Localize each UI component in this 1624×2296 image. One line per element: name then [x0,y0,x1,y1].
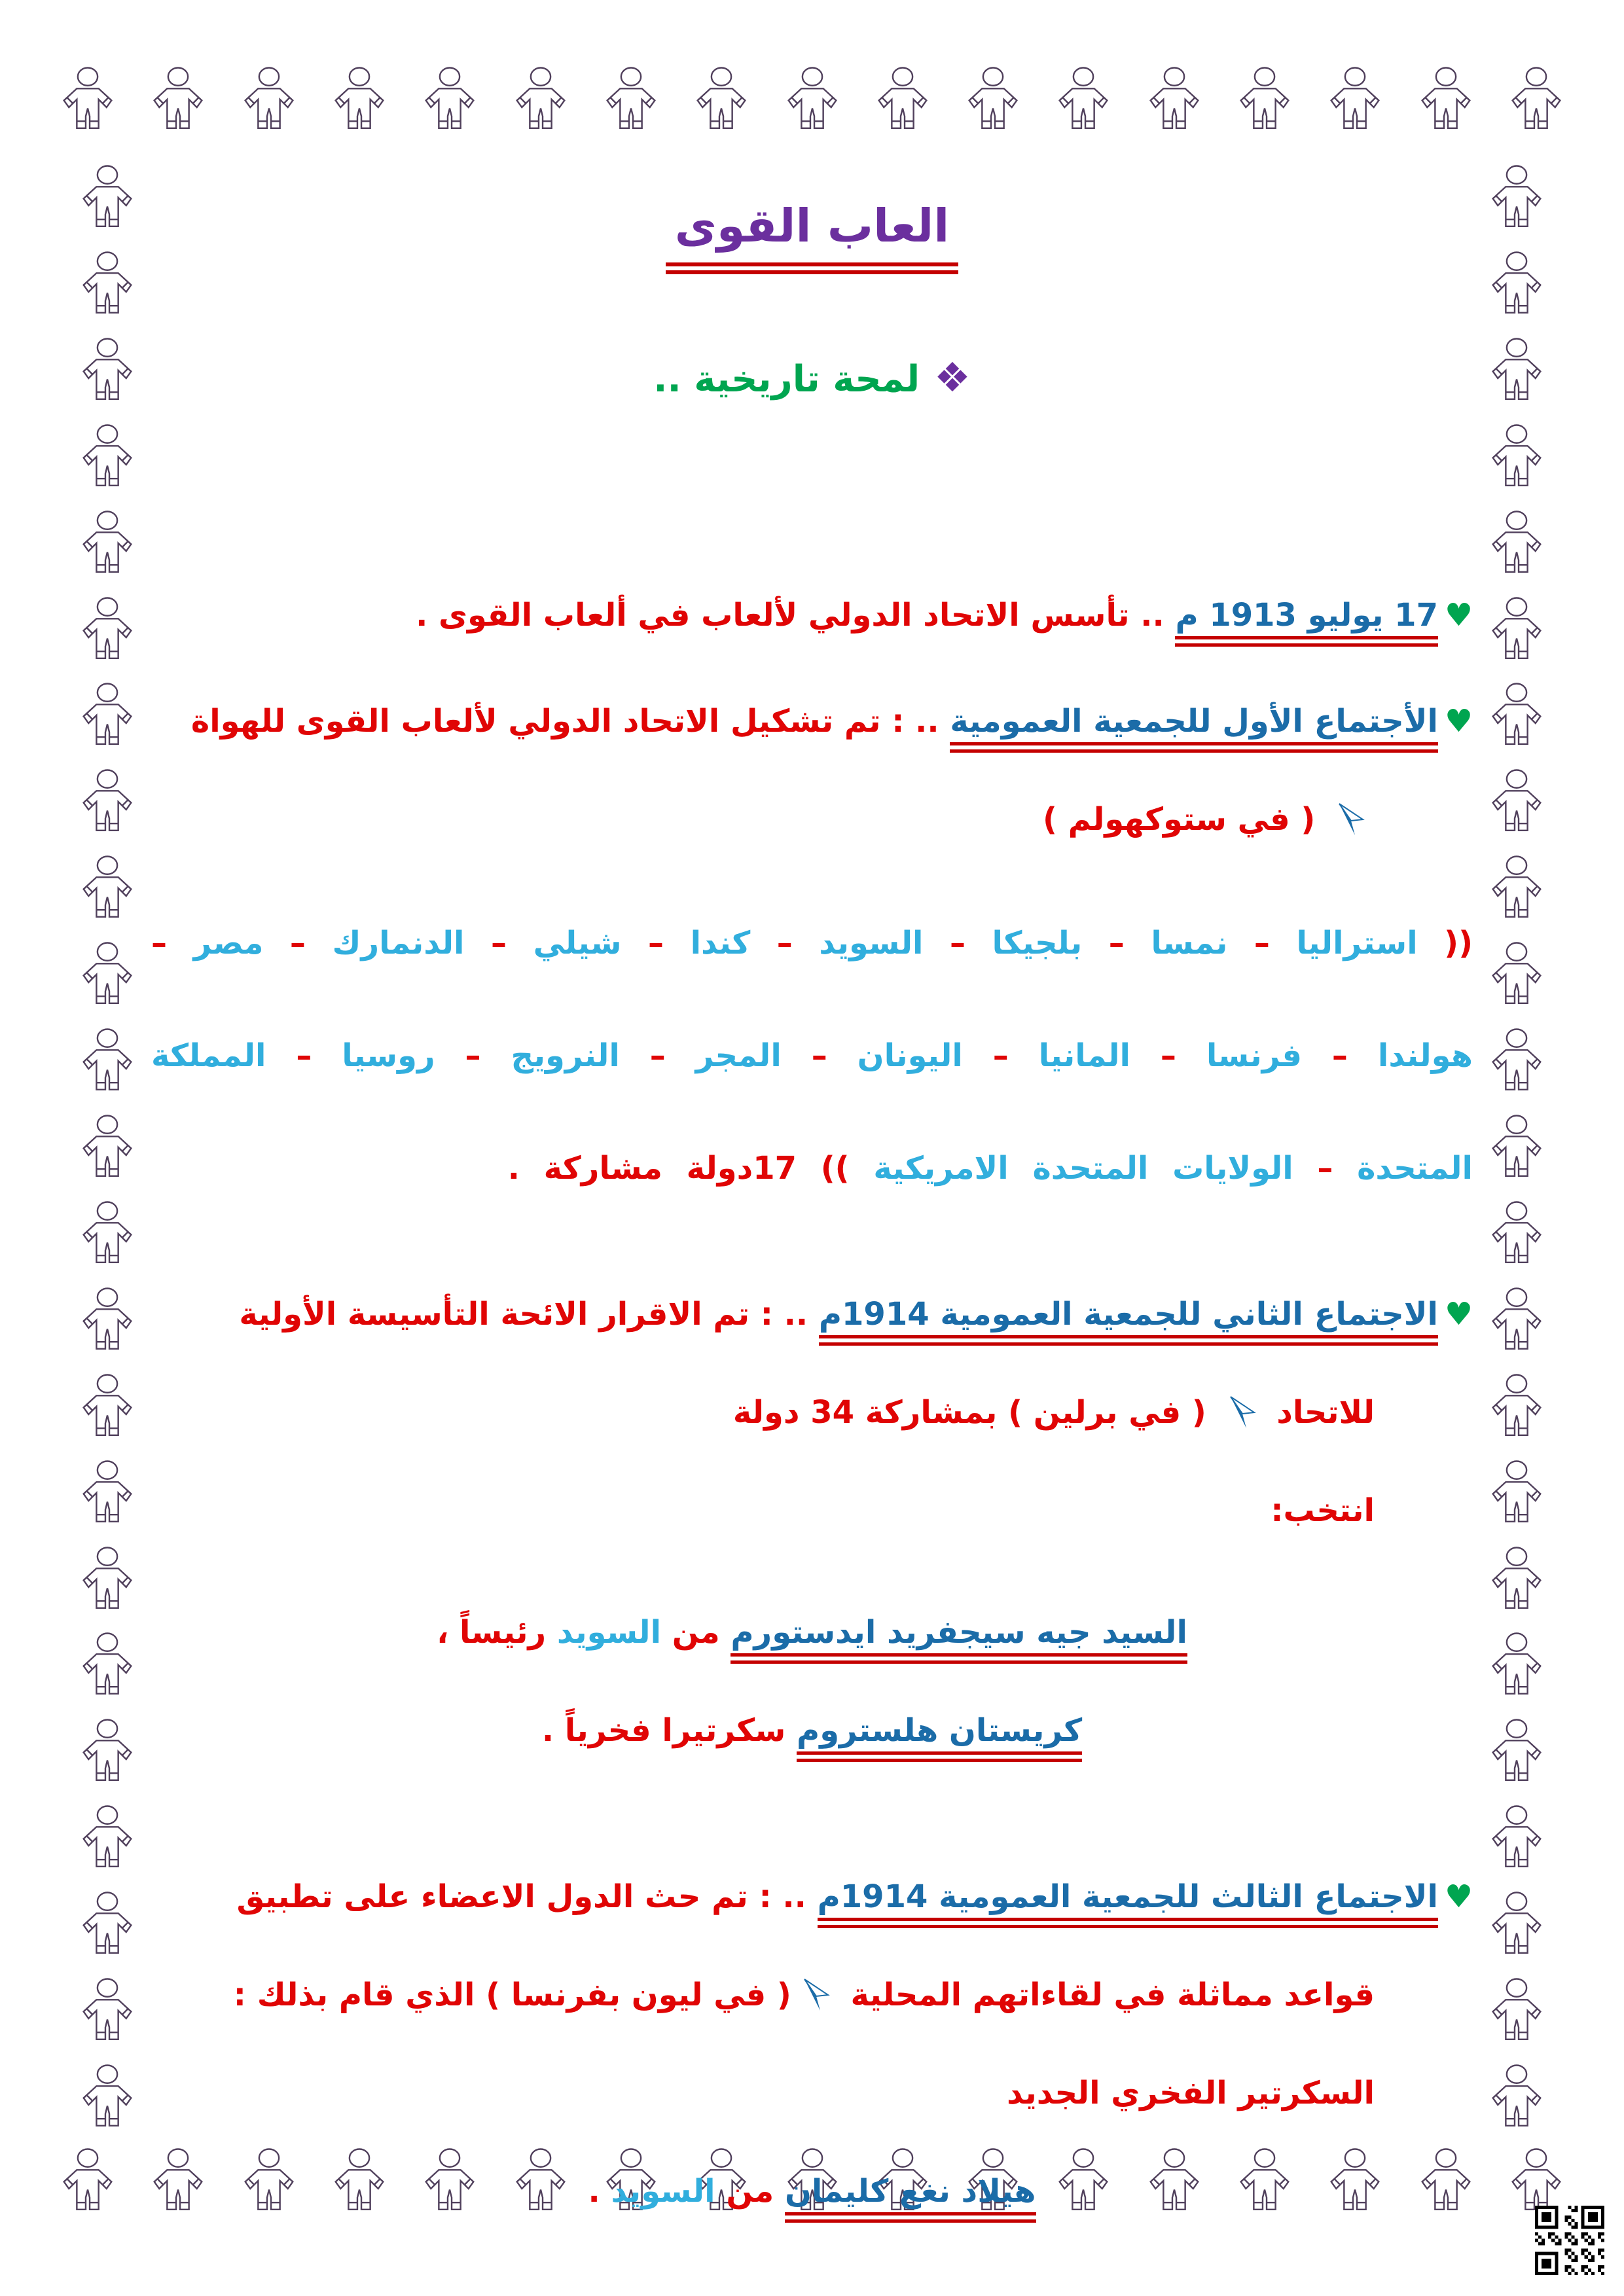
person-icon [1487,165,1547,242]
person-icon [511,67,571,144]
third-meeting-heading: الاجتماع الثالث للجمعية العمومية 1914م [818,1878,1438,1928]
country-separator: – [151,925,194,961]
bullet-first-meeting [151,672,1473,869]
pointer-arrow-icon [1335,802,1365,838]
country-separator: – [1302,1037,1378,1074]
third-meeting-location: ( في ليون بفرنسا ) الذي قام بذلك : السكرتير الفخري الجديد [233,1977,1375,2111]
person-icon [1487,1115,1547,1192]
first-meeting-location: ( في ستوكهولم ) [1043,801,1326,838]
country-name: شيلي [533,925,622,961]
person-icon [1487,251,1547,329]
person-icon [601,67,661,144]
country-name: اليونان [857,1037,963,1074]
founding-text: .. تأسس الاتحاد الدولي لألعاب في ألعاب القوى . [416,597,1176,634]
person-icon [782,67,842,144]
document-content [151,193,1473,2240]
person-icon [963,67,1023,144]
country-separator: – [781,1037,857,1074]
person-icon [1487,597,1547,674]
first-meeting-heading: الأجتماع الأول للجمعية العمومية [950,703,1438,753]
person-icon [691,67,751,144]
countries-list [151,887,1473,1225]
person-icon [1487,511,1547,588]
person-icon [1487,1805,1547,1882]
person-icon [1487,1374,1547,1451]
page-title: العاب القوى [666,193,959,274]
person-icon [1144,67,1204,144]
countries-open: (( [1417,925,1473,961]
person-icon [873,67,933,144]
first-meeting-text: .. : تم تشكيل الاتحاد الدولي لألعاب القوى للهواة [190,703,950,740]
person-icon [1325,67,1385,144]
founding-date: 17 يوليو 1913 م [1175,597,1438,647]
person-icon [77,1632,137,1710]
person-icon [1416,67,1476,144]
person-icon [1487,1632,1547,1710]
person-icon [1506,67,1566,144]
person-icon [77,251,137,329]
country-separator: – [750,925,820,961]
person-icon [77,1460,137,1537]
person-icon [77,855,137,933]
elected-label: انتخب: [1271,1492,1375,1529]
new-secretary-end: . [588,2173,611,2210]
section-subtitle [151,351,1473,406]
secretary-name: كريستان هلستروم [797,1712,1082,1762]
country-separator: – [464,925,533,961]
person-icon [1487,683,1547,760]
person-icon [77,1892,137,1969]
third-meeting-text: .. : تم حث الدول الاعضاء على تطبيق قواعد مماثلة في لقاءاتهم المحلية [236,1878,1375,2013]
person-icon [77,338,137,415]
person-icon [239,67,299,144]
person-icon [1487,1547,1547,1624]
person-icon [148,67,208,144]
country-name: المجر [695,1037,782,1074]
country-name: مصر [193,925,264,961]
person-icon [77,1115,137,1192]
person-icon [1487,942,1547,1019]
heart-bullet-icon: ♥ [1444,703,1473,740]
country-name: السويد [819,925,924,961]
person-icon [77,1547,137,1624]
bullet-second-meeting [151,1265,1473,1560]
country-name: الولايات المتحدة الامريكية [873,1150,1293,1187]
person-icon [77,165,137,242]
new-secretary-name: هيلاد نغع كليمان [785,2173,1036,2223]
country-separator: – [1082,925,1151,961]
country-separator: – [435,1037,511,1074]
country-name: فرنسا [1206,1037,1303,1074]
person-icon [77,597,137,674]
new-secretary-from: من [715,2173,785,2210]
person-icon [329,67,389,144]
person-icon [77,1028,137,1105]
person-icon [1487,1201,1547,1278]
person-icon [77,1805,137,1882]
person-icon [1487,424,1547,501]
person-icon [77,683,137,760]
country-separator: – [1130,1037,1206,1074]
country-separator: – [962,1037,1039,1074]
elected-president-line [151,1583,1473,1681]
person-icon [58,67,118,144]
country-separator: – [621,925,691,961]
people-border-left [77,165,137,2142]
country-name: نمسا [1151,925,1228,961]
person-icon [1487,1719,1547,1796]
president-role: رئيساً ، [437,1614,557,1651]
person-icon [1487,1978,1547,2055]
people-border-top [58,67,1566,144]
country-name: بلجيكا [992,925,1083,961]
country-name: هولندا [1377,1037,1473,1074]
country-separator: – [923,925,992,961]
person-icon [1487,2064,1547,2142]
country-name: المملكة المتحدة [151,1037,1473,1187]
secretary-role: سكرتيرا فخرياً . [541,1712,797,1749]
person-icon [77,769,137,846]
diamond-bullet-icon: ❖ [934,353,971,401]
person-icon [420,67,480,144]
country-name: النرويج [511,1037,620,1074]
president-name: السيد جيه سيجفريد ايدستورم [731,1614,1187,1664]
second-meeting-location: ( في برلين ) بمشاركة 34 دولة [732,1394,1218,1431]
person-icon [77,1201,137,1278]
people-border-right [1487,165,1547,2142]
qr-code [1535,2206,1604,2275]
country-separator: – [266,1037,342,1074]
person-icon [77,942,137,1019]
person-icon [77,511,137,588]
heart-bullet-icon: ♥ [1444,1878,1473,1915]
country-separator: – [1293,1150,1358,1187]
person-icon [77,424,137,501]
person-icon [1487,1892,1547,1969]
person-icon [1487,1287,1547,1365]
countries-close: )) [797,1150,874,1187]
person-icon [1487,1460,1547,1537]
president-country: السويد [556,1614,662,1651]
elected-secretary-line [151,1681,1473,1780]
person-icon [58,2148,118,2225]
bullet-third-meeting [151,1848,1473,2142]
person-icon [1487,855,1547,933]
person-icon [1487,769,1547,846]
second-meeting-heading: الاجتماع الثاني للجمعية العمومية 1914م [819,1296,1438,1346]
person-icon [77,1374,137,1451]
person-icon [1487,1028,1547,1105]
person-icon [77,1287,137,1365]
pointer-arrow-icon [801,1978,831,2013]
country-name: استراليا [1296,925,1418,961]
bullet-founding [151,566,1473,664]
new-secretary-country: السويد [611,2173,715,2210]
president-from: من [661,1614,731,1651]
country-separator: – [1227,925,1297,961]
person-icon [77,2064,137,2142]
country-separator: – [619,1037,696,1074]
heart-bullet-icon: ♥ [1444,597,1473,634]
person-icon [77,1978,137,2055]
countries-tail: 17دولة مشاركة . [507,1150,797,1187]
country-name: كندا [690,925,751,961]
person-icon [1235,67,1295,144]
heart-bullet-icon: ♥ [1444,1296,1473,1333]
country-name: روسيا [342,1037,435,1074]
new-secretary-line [151,2142,1473,2240]
person-icon [1053,67,1113,144]
person-icon [77,1719,137,1796]
country-name: المانيا [1038,1037,1130,1074]
country-separator: – [263,925,333,961]
country-name: الدنمارك [332,925,465,961]
subtitle-text: لمحة تاريخية .. [653,358,920,401]
person-icon [1487,338,1547,415]
second-meeting-text: .. : تم الاقرار الائحة التأسيسة الأولية للاتحاد [239,1296,1375,1431]
pointer-arrow-icon [1227,1395,1257,1431]
